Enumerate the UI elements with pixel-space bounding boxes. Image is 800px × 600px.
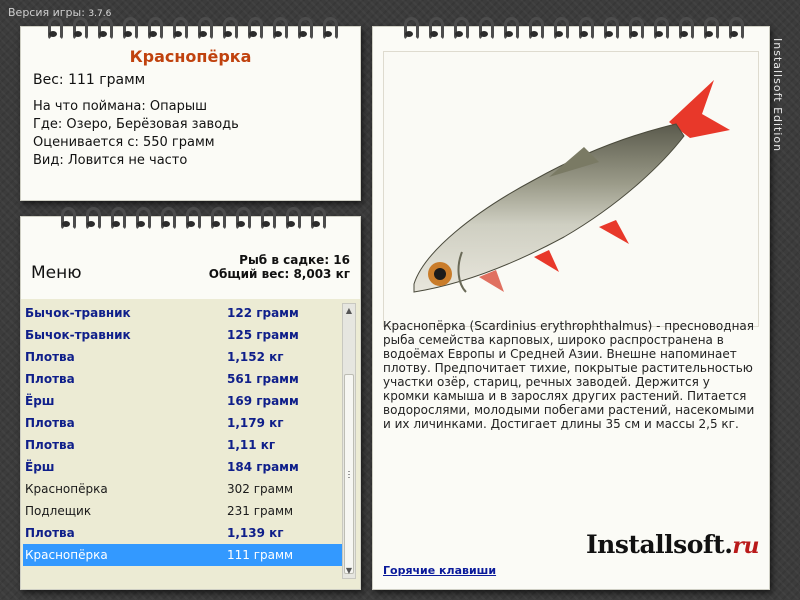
version-label: Версия игры: 3.7.6: [8, 6, 112, 19]
catch-list-panel: [20, 216, 361, 590]
ring-icon: [527, 17, 541, 39]
fish-name: Бычок-травник: [25, 306, 131, 320]
ring-icon: [502, 17, 516, 39]
fish-info-panel: [20, 26, 361, 201]
ring-icon: [552, 17, 566, 39]
ring-icon: [296, 17, 310, 39]
grip-icon: [348, 471, 350, 479]
fish-value: Оценивается с: 550 грамм: [33, 135, 215, 150]
ring-icon: [46, 17, 60, 39]
spiral-binding: [21, 207, 360, 231]
arrow-up-icon[interactable]: ▲: [345, 306, 353, 315]
total-weight: Общий вес: 8,003 кг: [208, 267, 350, 281]
ring-icon: [59, 207, 73, 229]
ring-icon: [171, 17, 185, 39]
fish-bait: На что поймана: Опарыш: [33, 99, 207, 114]
version-number: 3.7.6: [88, 9, 112, 19]
fish-weight: Вес: 111 грамм: [33, 72, 146, 88]
catch-stats: [209, 253, 350, 281]
list-item[interactable]: [23, 544, 343, 566]
fish-weight-cell: 122 грамм: [227, 306, 299, 320]
ring-icon: [271, 17, 285, 39]
ring-icon: [309, 207, 323, 229]
fish-weight-cell: 302 грамм: [227, 482, 294, 496]
fish-weight-cell: 169 грамм: [227, 394, 299, 408]
ring-icon: [727, 17, 741, 39]
ring-icon: [259, 207, 273, 229]
ring-icon: [677, 17, 691, 39]
fish-kind: Вид: Ловится не часто: [33, 153, 188, 168]
list-header: [21, 217, 360, 297]
fish-weight-cell: 1,152 кг: [227, 350, 284, 364]
list-item[interactable]: [23, 522, 343, 544]
ring-icon: [652, 17, 666, 39]
spiral-binding: [373, 17, 769, 41]
ring-icon: [602, 17, 616, 39]
fish-name: Плотва: [25, 438, 75, 452]
installsoft-logo: Installsoft.ru: [585, 530, 759, 559]
rudd-fish-image: [384, 52, 760, 312]
ring-icon: [321, 17, 335, 39]
ring-icon: [627, 17, 641, 39]
list-item[interactable]: [23, 456, 343, 478]
ring-icon: [577, 17, 591, 39]
fish-title: Краснопёрка: [129, 47, 252, 66]
ring-icon: [96, 17, 110, 39]
fish-name: Плотва: [25, 526, 75, 540]
fish-weight-cell: 111 грамм: [227, 548, 294, 562]
ring-icon: [159, 207, 173, 229]
ring-icon: [84, 207, 98, 229]
list-item[interactable]: [23, 390, 343, 412]
fish-weight-cell: 561 грамм: [227, 372, 299, 386]
list-item[interactable]: [23, 434, 343, 456]
catch-rows: [23, 302, 343, 566]
fish-name: Бычок-травник: [25, 328, 131, 342]
fish-photo: [383, 51, 759, 327]
list-item[interactable]: [23, 324, 343, 346]
list-item[interactable]: [23, 302, 343, 324]
ring-icon: [284, 207, 298, 229]
fish-name: Ёрш: [25, 394, 55, 408]
ring-icon: [477, 17, 491, 39]
fish-weight-cell: 1,179 кг: [227, 416, 284, 430]
fish-name: Плотва: [25, 416, 75, 430]
ring-icon: [221, 17, 235, 39]
ring-icon: [402, 17, 416, 39]
ring-icon: [702, 17, 716, 39]
ring-icon: [234, 207, 248, 229]
ring-icon: [427, 17, 441, 39]
fish-name: Ёрш: [25, 460, 55, 474]
ring-icon: [146, 17, 160, 39]
edition-side-text: Installsoft Edition: [771, 38, 784, 153]
ring-icon: [121, 17, 135, 39]
fish-weight-cell: 184 грамм: [227, 460, 299, 474]
spiral-binding: [21, 17, 360, 41]
list-item[interactable]: [23, 346, 343, 368]
fish-weight-cell: 231 грамм: [227, 504, 294, 518]
ring-icon: [452, 17, 466, 39]
ring-icon: [209, 207, 223, 229]
ring-icon: [109, 207, 123, 229]
hotkeys-link[interactable]: Горячие клавиши: [383, 564, 497, 577]
menu-button[interactable]: Меню: [31, 263, 82, 283]
ring-icon: [71, 17, 85, 39]
catch-list: [21, 299, 360, 589]
fish-weight-cell: 1,139 кг: [227, 526, 284, 540]
ring-icon: [184, 207, 198, 229]
ring-icon: [134, 207, 148, 229]
ring-icon: [196, 17, 210, 39]
fish-name: Краснопёрка: [25, 482, 108, 496]
list-item[interactable]: [23, 500, 343, 522]
fish-weight-cell: 1,11 кг: [227, 438, 276, 452]
fish-name: Плотва: [25, 350, 75, 364]
list-item[interactable]: [23, 478, 343, 500]
scrollbar-thumb[interactable]: [344, 374, 354, 574]
fish-name: Краснопёрка: [25, 548, 108, 562]
fish-weight-cell: 125 грамм: [227, 328, 299, 342]
arrow-down-icon[interactable]: ▼: [345, 566, 353, 575]
fish-name: Плотва: [25, 372, 75, 386]
list-item[interactable]: [23, 368, 343, 390]
list-item[interactable]: [23, 412, 343, 434]
ring-icon: [246, 17, 260, 39]
fish-description: Краснопёрка (Scardinius erythrophthalmus) - пресноводная рыба семейства карповых, широко распространена в водоёмах Европы и Средней Азии. Внешне напоминает плотву. Предпочитает тихие, покрытые растительностью участки озёр, стариц, речных заводей. Держится у кромки камыша и в зарослях других растений. Питается водорослями, молодыми побегами растений, насекомыми и их личинками. Достигает длины 35 см и массы 2,5 кг.: [383, 319, 755, 431]
list-scrollbar[interactable]: [342, 303, 356, 579]
fish-name: Подлещик: [25, 504, 92, 518]
fish-location: Где: Озеро, Берёзовая заводь: [33, 117, 239, 132]
fish-detail-panel: [372, 26, 770, 590]
fish-count: Рыб в садке: 16: [239, 253, 350, 267]
